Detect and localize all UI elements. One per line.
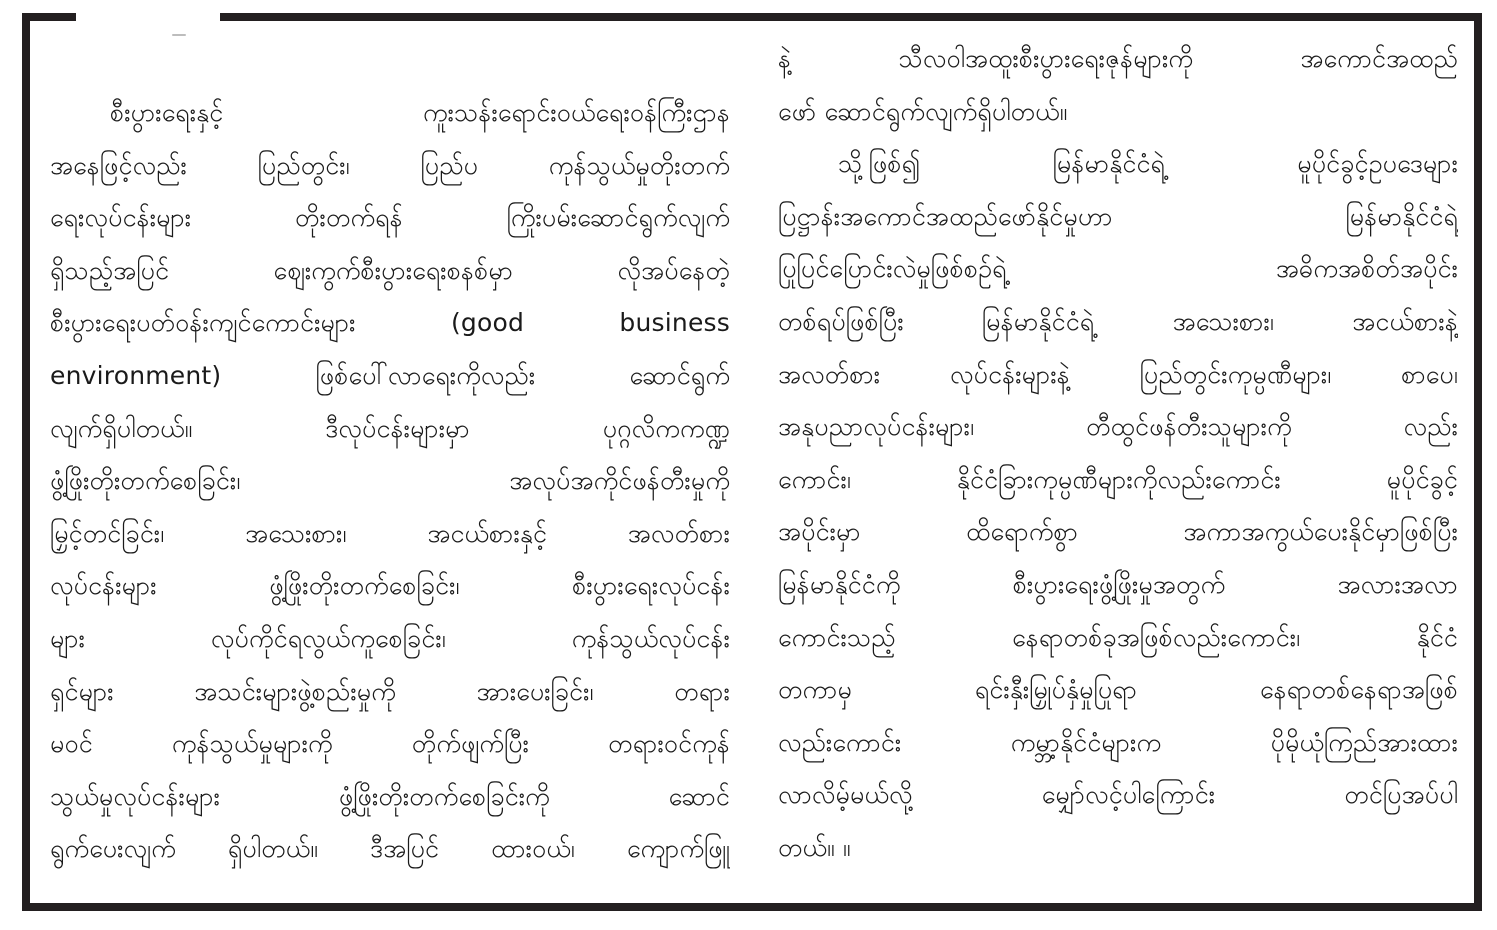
text-line: ကောင်းသည့် နေရာတစ်ခုအဖြစ်လည်းကောင်း၊ နိုင်ငံ	[778, 622, 1458, 652]
text-line: မဝင် ကုန်သွယ်မှုများကို တိုက်ဖျက်ပြီး တရားဝင်ကုန်	[50, 729, 730, 759]
text-line: အနေဖြင့်လည်း ပြည်တွင်း၊ ပြည်ပ ကုန်သွယ်မှုတိုးတက်	[50, 150, 730, 180]
print-smudge	[172, 34, 186, 36]
text-line: ရွက်ပေးလျက် ရှိပါတယ်။ ဒီအပြင် ထားဝယ်၊ ကျောက်ဖြူ	[50, 834, 730, 864]
text-line: ဖော် ဆောင်ရွက်လျက်ရှိပါတယ်။	[778, 96, 1068, 126]
right-text-column	[778, 33, 1458, 875]
text-line: ရေးလုပ်ငန်းများ တိုးတက်ရန် ကြိုးပမ်းဆောင်ရွက်လျက်	[50, 203, 730, 233]
text-line: တစ်ရပ်ဖြစ်ပြီး မြန်မာနိုင်ငံရဲ့ အသေးစား၊ အငယ်စားနဲ့	[778, 306, 1458, 336]
text-line: ရှိသည့်အပြင် ဈေးကွက်စီးပွားရေးစနစ်မှာ လိုအပ်နေတဲ့	[50, 255, 730, 285]
text-line: တကာမှ ရင်းနှီးမြှုပ်နှံမှုပြုရာ နေရာတစ်နေရာအဖြစ်	[778, 675, 1458, 705]
text-line: ရှင်များ အသင်းများဖွဲ့စည်းမှုကို အားပေးခြင်း၊ တရား	[50, 676, 730, 706]
text-line: လည်းကောင်း ကမ္ဘာ့နိုင်ငံများက ပိုမိုယုံကြည်အားထား	[778, 727, 1458, 757]
frame-border-top-left	[22, 13, 76, 21]
text-line: မြန်မာနိုင်ငံကို စီးပွားရေးဖွံ့ဖြိုးမှုအတွက် အလားအလာ	[778, 569, 1458, 599]
text-line: အပိုင်းမှာ ထိရောက်စွာ အကာအကွယ်ပေးနိုင်မှာဖြစ်ပြီး	[778, 517, 1458, 547]
frame-border-bottom	[22, 903, 1482, 911]
frame-border-top-right	[220, 13, 1482, 21]
text-line: ဖွံ့ဖြိုးတိုးတက်စေခြင်း၊ အလုပ်အကိုင်ဖန်တီးမှုကို	[50, 466, 730, 496]
text-line: စီးပွားရေးနှင့် ကူးသန်းရောင်းဝယ်ရေးဝန်ကြီးဌာန	[110, 98, 730, 127]
text-line: လုပ်ငန်းများ ဖွံ့ဖြိုးတိုးတက်စေခြင်း၊ စီးပွားရေးလုပ်ငန်း	[50, 571, 730, 601]
text-line: တယ်။ ။	[778, 832, 851, 862]
text-line: အလတ်စား လုပ်ငန်းများနဲ့ ပြည်တွင်းကုမ္ပဏီများ၊ စာပေ၊	[778, 359, 1458, 389]
text-line: ပြုပြင်ပြောင်းလဲမှုဖြစ်စဉ်ရဲ့ အဓိကအစိတ်အပိုင်း	[778, 254, 1458, 284]
frame-border-right	[1474, 13, 1482, 911]
text-line: သွယ်မှုလုပ်ငန်းများ ဖွံ့ဖြိုးတိုးတက်စေခြင်းကို ဆောင်	[50, 781, 730, 811]
text-line: ကောင်း၊ နိုင်ငံခြားကုမ္ပဏီများကိုလည်းကောင်း မူပိုင်ခွင့်	[778, 464, 1458, 494]
text-line: နဲ့ သီလဝါအထူးစီးပွားရေးဇုန်များကို အကောင်အထည်	[778, 44, 1458, 73]
frame-border-left	[22, 13, 30, 911]
text-line: သို့ဖြစ်၍ မြန်မာနိုင်ငံရဲ့ မူပိုင်ခွင့်ဥပဒေများ	[838, 149, 1458, 179]
text-line: အနုပညာလုပ်ငန်းများ၊ တီထွင်ဖန်တီးသူများကို လည်း	[778, 412, 1458, 442]
text-line: ပြဋ္ဌာန်းအကောင်အထည်ဖော်နိုင်မှုဟာ မြန်မာနိုင်ငံရဲ့	[778, 201, 1458, 231]
text-line: စီးပွားရေးပတ်ဝန်းကျင်ကောင်းများ (good business	[50, 308, 730, 338]
text-line: များ လုပ်ကိုင်ရလွယ်ကူစေခြင်း၊ ကုန်သွယ်လုပ်ငန်း	[50, 623, 730, 653]
text-line: မြှင့်တင်ခြင်း၊ အသေးစား၊ အငယ်စားနှင့် အလတ်စား	[50, 518, 730, 548]
text-line: လာလိမ့်မယ်လို့ မျှော်လင့်ပါကြောင်း တင်ပြအပ်ပါ	[778, 780, 1458, 810]
text-line: environment) ဖြစ်ပေါ်လာရေးကိုလည်း ဆောင်ရွက်	[50, 360, 730, 390]
text-line: လျက်ရှိပါတယ်။ ဒီလုပ်ငန်းများမှာ ပုဂ္ဂလိကကဏ္ဍ	[50, 413, 730, 443]
left-text-column	[50, 87, 730, 876]
